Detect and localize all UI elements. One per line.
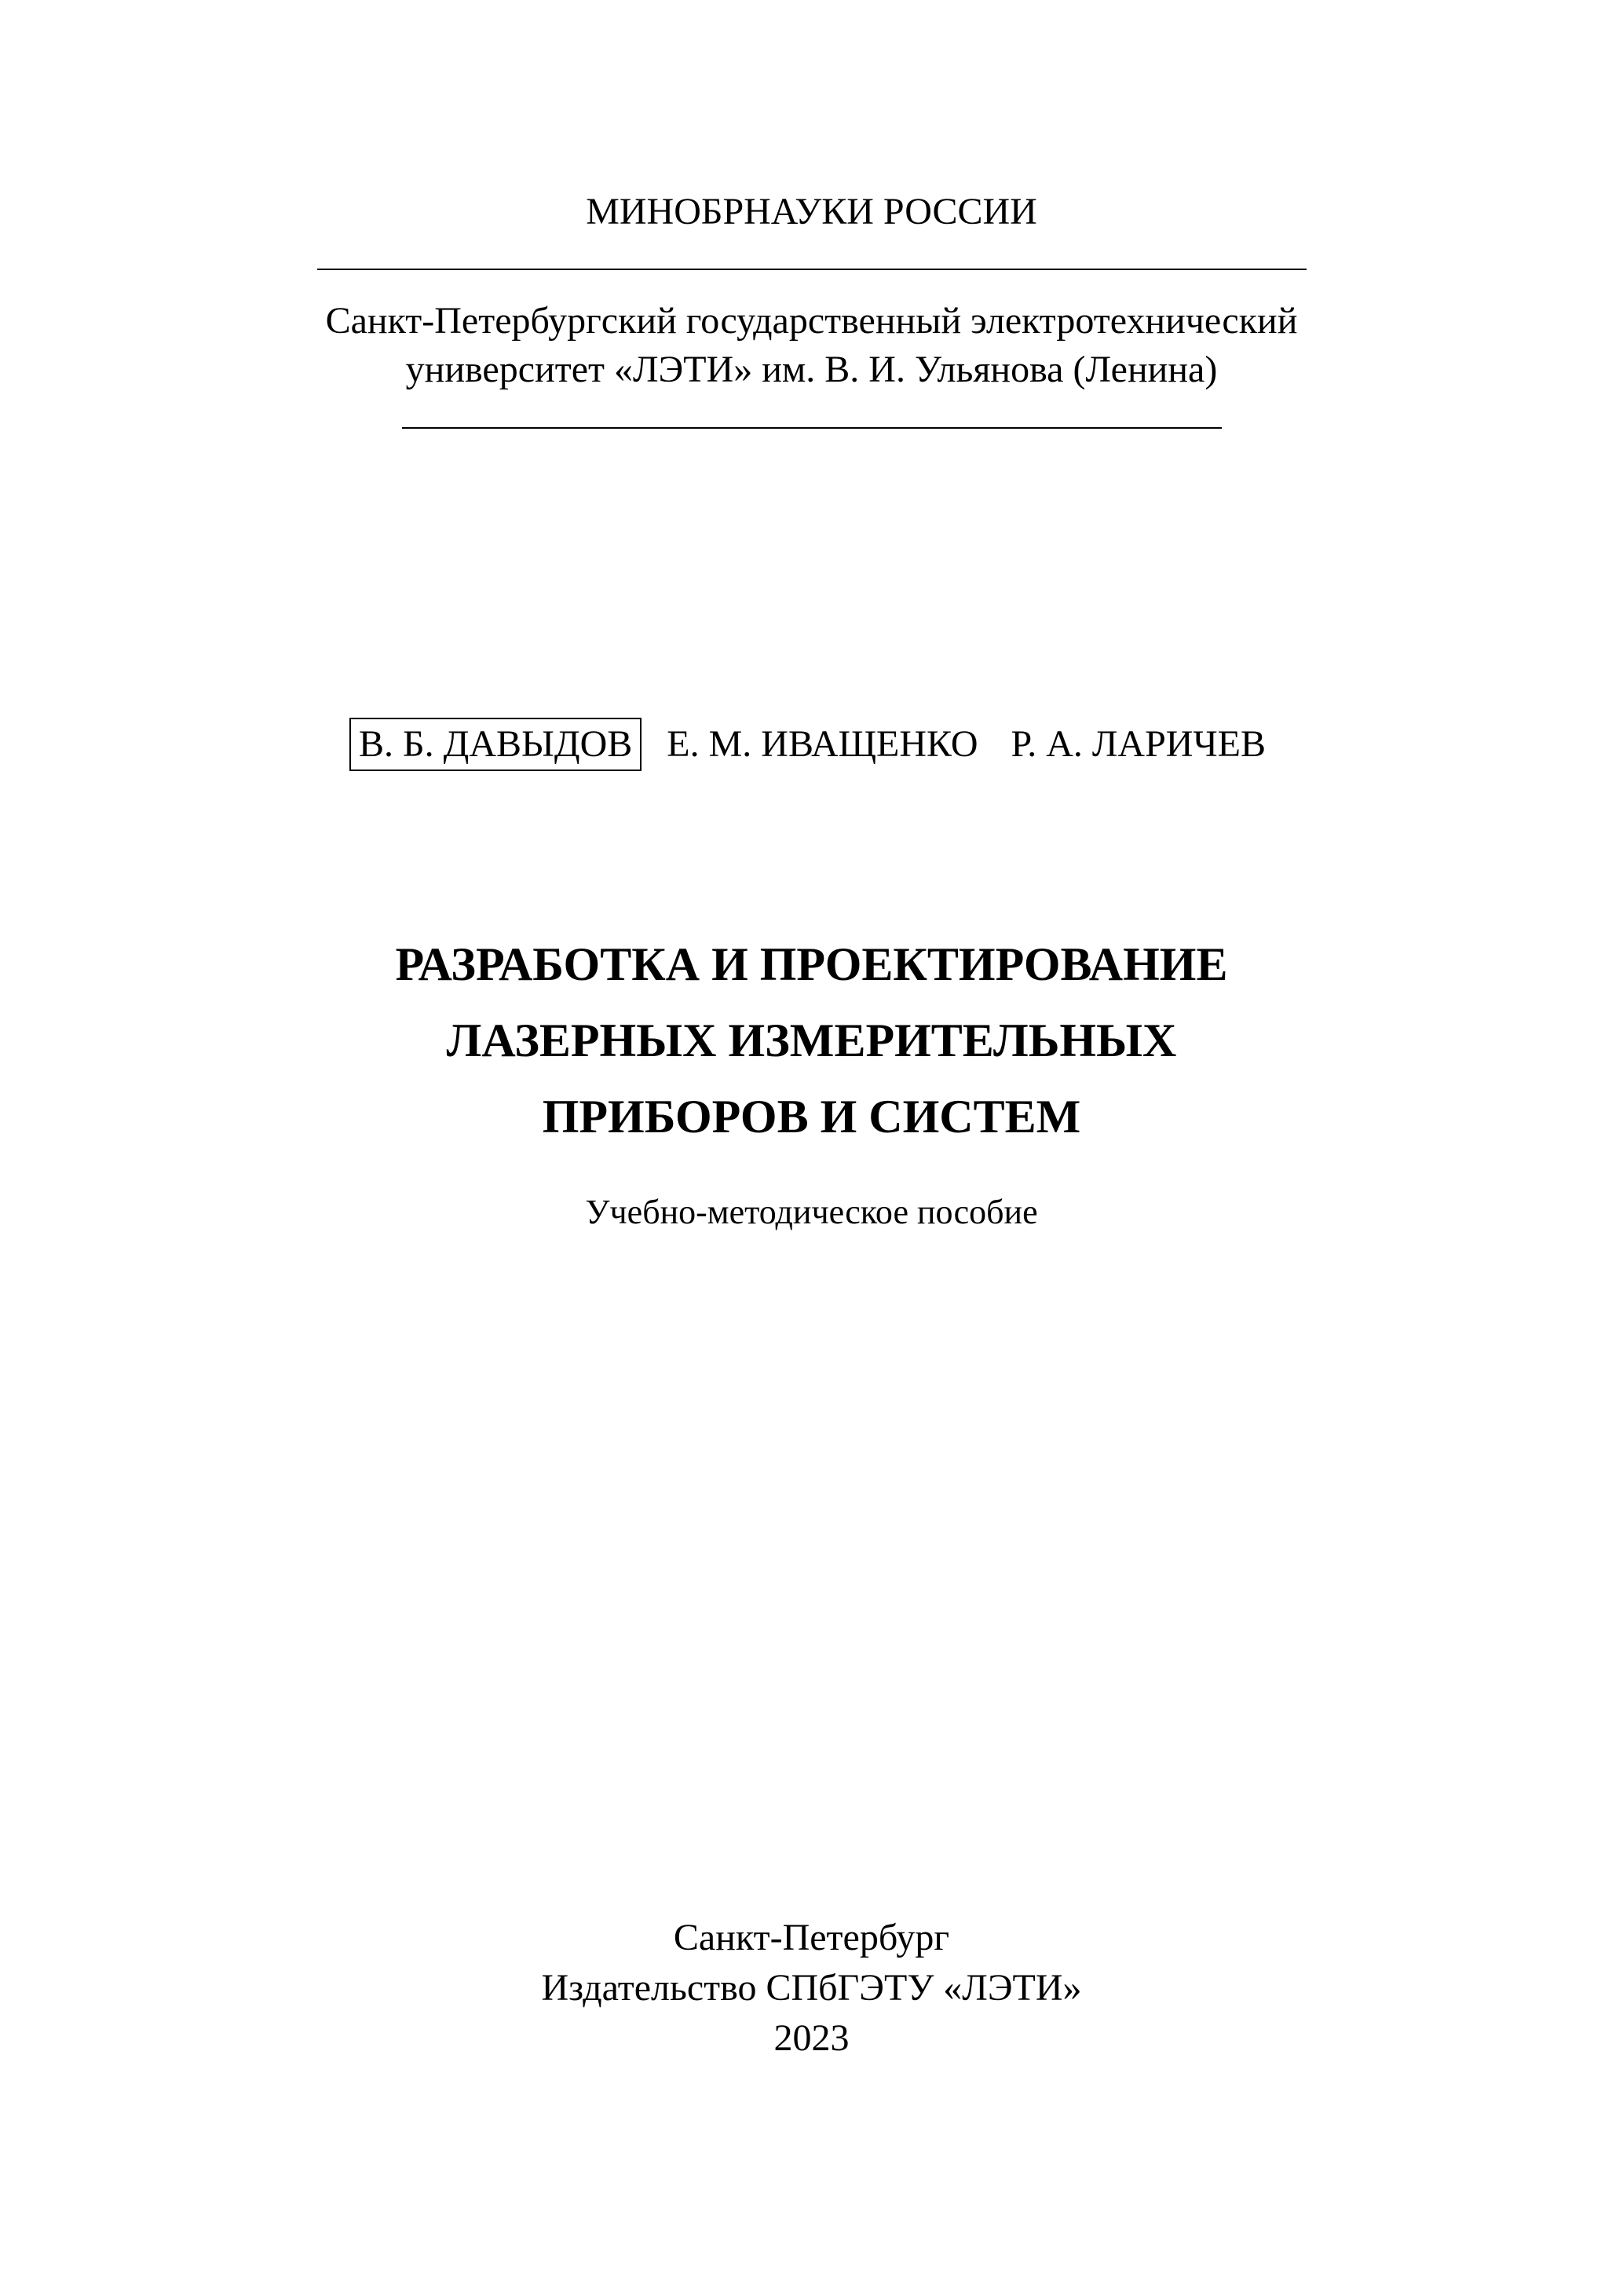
author-ivashchenko: Е. М. ИВАЩЕНКО [667, 723, 978, 765]
imprint-publisher: Издательство СПбГЭТУ «ЛЭТИ» [541, 1967, 1082, 2009]
book-title-line-3: ПРИБОРОВ И СИСТЕМ [542, 1091, 1081, 1143]
book-title-line-1: РАЗРАБОТКА И ПРОЕКТИРОВАНИЕ [395, 938, 1228, 990]
university-name [0, 297, 1623, 394]
book-subtitle: Учебно-методическое пособие [585, 1193, 1038, 1231]
book-title [0, 927, 1623, 1155]
university-name-line-1: Санкт-Петербургский государственный электротехнический [325, 300, 1298, 342]
top-divider [317, 269, 1307, 270]
university-name-line-2: университет «ЛЭТИ» им. В. И. Ульянова (Ленина) [405, 349, 1218, 390]
imprint-year: 2023 [773, 2017, 850, 2059]
imprint [0, 1913, 1623, 2064]
ministry-heading: МИНОБРНАУКИ РОССИИ [586, 191, 1037, 232]
book-title-line-2: ЛАЗЕРНЫХ ИЗМЕРИТЕЛЬНЫХ [446, 1015, 1177, 1066]
author-larichev: Р. А. ЛАРИЧЕВ [1011, 723, 1266, 765]
author-davydov: В. Б. ДАВЫДОВ [349, 718, 642, 771]
imprint-city: Санкт-Петербург [673, 1917, 950, 1958]
authors-list [0, 718, 1623, 771]
university-divider [402, 427, 1222, 429]
